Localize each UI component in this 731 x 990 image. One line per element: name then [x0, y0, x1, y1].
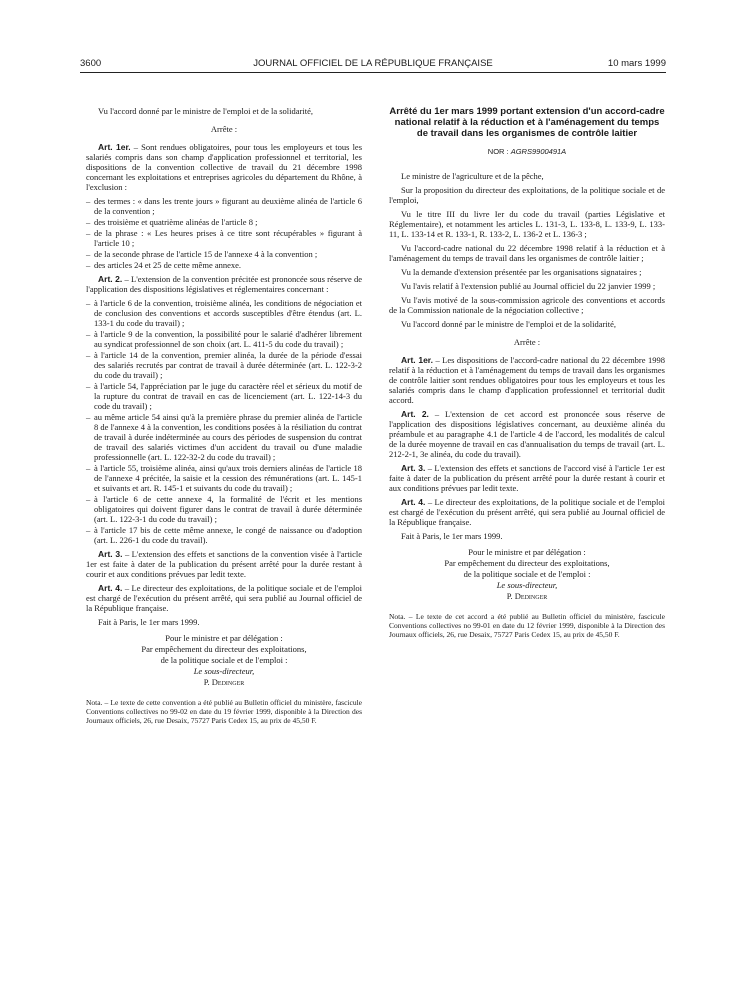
left-column — [86, 106, 362, 725]
signature-block — [86, 633, 362, 688]
article-4-text: – Le directeur des exploitations, de la politique sociale et de l'emploi est chargé de l'exécution du présent arrêté, qui sera publié au Journal officiel de la République française. — [389, 497, 666, 527]
list-item: – des troisième et quatrième alinéas de l'article 8 ; — [86, 217, 362, 227]
article-2 — [389, 409, 665, 459]
article-1-text: – Les dispositions de l'accord-cadre national du 22 décembre 1998 relatif à la réduction et à l'aménagement du temps de travail dans les organismes de contrôle laitier sont rendues obligatoires pour tous les employeurs et tous les salariés compris dans le champ d'application professionnel et territorial dudit accord. — [389, 355, 665, 405]
article-3-label: Art. 3. — [401, 463, 426, 473]
list-item: – à l'article 17 bis de cette même annexe, le congé de naissance ou d'adoption (art. L. 226-1 du code du travail). — [86, 525, 362, 545]
article-1-exclusions — [86, 196, 362, 270]
article-1 — [86, 142, 362, 192]
article-2-text: – L'extension de la convention précitée est prononcée sous réserve de l'application des dispositions législatives et réglementaires concernant : — [86, 274, 362, 294]
list-item: – à l'article 55, troisième alinéa, ainsi qu'aux trois derniers alinéas de l'article 18 de l'annexe 4 précitée, la saisie et la cession des rémunérations (art. L. 145-1 et suivants et art. R. 145-1 et suivants du code du travail) ; — [86, 463, 362, 493]
article-2-reservations — [86, 298, 362, 545]
issue-date: 10 mars 1999 — [607, 58, 666, 69]
nor-reference — [389, 147, 665, 157]
signatory-title: Le sous-directeur, — [496, 580, 558, 590]
article-4 — [86, 583, 362, 613]
signing-place-date: Fait à Paris, le 1er mars 1999. — [98, 617, 200, 627]
signature-block — [389, 547, 665, 602]
article-2-text: – L'extension de cet accord est prononcée sous réserve de l'application des dispositions législatives concernant, au deuxième alinéa du préambule et au paragraphe 4.1 de l'article 4 de l'accord, les modalités de calcul de la durée moyenne de travail en cas d'annualisation du temps de travail (art. L. 212-2-1, 3e alinéa, du code du travail). — [389, 409, 665, 459]
signature-line: Par empêchement du directeur des exploitations, — [141, 644, 307, 654]
article-1-label: Art. 1er. — [401, 355, 433, 365]
signatory-title: Le sous-directeur, — [193, 666, 255, 676]
signatory-name: P. Dedinger — [506, 591, 548, 601]
publication-note: Nota. – Le texte de cette convention a été publié au Bulletin officiel du ministère, fascicule Conventions collectives no 99-02 en date du 19 février 1999, disponible à la Direction des Journaux officiels, 26, rue Desaix, 75727 Paris Cedex 15, au prix de 45,50 F. — [86, 698, 362, 725]
article-4-text: – Le directeur des exploitations, de la politique sociale et de l'emploi est chargé de l'exécution du présent arrêté, qui sera publié au Journal officiel de la République française. — [86, 583, 363, 613]
list-item: – de la phrase : « Les heures prises à ce titre sont récupérables » figurant à l'article 10 ; — [86, 228, 362, 248]
article-1 — [389, 355, 665, 405]
visa-paragraph: Vu l'accord-cadre national du 22 décembre 1998 relatif à la réduction et à l'aménagement du temps de travail dans les organismes de contrôle laitier ; — [389, 243, 665, 263]
list-item: – des termes : « dans les trente jours » figurant au deuxième alinéa de l'article 6 de la convention ; — [86, 196, 362, 216]
visa-paragraph: Sur la proposition du directeur des exploitations, de la politique sociale et de l'emploi, — [389, 185, 665, 205]
signature-line: de la politique sociale et de l'emploi : — [160, 655, 288, 665]
publication-note: Nota. – Le texte de cet accord a été publié au Bulletin officiel du ministère, fascicule Conventions collectives no 99-01 en date du 12 février 1999, disponible à la Direction des Journaux officiels, 26, rue Desaix, 75727 Paris Cedex 15, au prix de 45,50 F. — [389, 612, 665, 639]
visa-paragraph: Vu l'accord donné par le ministre de l'emploi et de la solidarité, — [98, 106, 313, 116]
article-4-label: Art. 4. — [401, 497, 426, 507]
signature-line: Pour le ministre et par délégation : — [165, 633, 283, 643]
article-2-label: Art. 2. — [98, 274, 123, 284]
list-item: – des articles 24 et 25 de cette même annexe. — [86, 260, 362, 270]
article-3-label: Art. 3. — [98, 549, 123, 559]
article-3-text: – L'extension des effets et sanctions de l'accord visé à l'article 1er est faite à dater de la publication du présent arrêté pour la durée restant à courir et aux conditions prévues par ledit texte. — [389, 463, 665, 493]
article-3 — [389, 463, 665, 493]
nor-value: AGRS9900491A — [510, 147, 567, 156]
signature-line: Pour le ministre et par délégation : — [468, 547, 586, 557]
visa-paragraph: Vu l'accord donné par le ministre de l'emploi et de la solidarité, — [401, 319, 616, 329]
list-item: – à l'article 6 de la convention, troisième alinéa, les conditions de négociation et de conclusion des conventions et accords susceptibles d'être étendus (art. L. 133-1 du code du travail) ; — [86, 298, 362, 328]
list-item: – à l'article 6 de cette annexe 4, la formalité de l'écrit et les mentions obligatoires qui doivent figurer dans le contrat de travail à durée déterminée (art. L. 122-3-1 du code du travail) ; — [86, 494, 362, 524]
article-3-text: – L'extension des effets et sanctions de la convention visée à l'article 1er est faite à dater de la publication du présent arrêté pour la durée restant à courir et aux conditions prévues par ledit texte. — [86, 549, 362, 579]
right-column — [389, 106, 665, 639]
list-item: – au même article 54 ainsi qu'à la première phrase du premier alinéa de l'article 8 de l'annexe 4 à la convention, les conditions posées à la résiliation du contrat de travail à durée indéterminée au cours des périodes de suspension du contrat de travail des salariés victimes d'un accident du travail ou d'une maladie professionnelle (art. L. 122-32-2 du code du travail) ; — [86, 412, 362, 462]
minister-line: Le ministre de l'agriculture et de la pêche, — [401, 171, 544, 181]
arrete-heading: Arrête : — [513, 337, 541, 347]
arrete-heading: Arrête : — [210, 124, 238, 134]
list-item: – à l'article 14 de la convention, premier alinéa, la durée de la période d'essai des salariés recrutés par contrat de travail à durée déterminée (art. L. 122-3-2 du code du travail) ; — [86, 350, 362, 380]
list-item: – de la seconde phrase de l'article 15 de l'annexe 4 à la convention ; — [86, 249, 362, 259]
article-1-text: – Sont rendues obligatoires, pour tous les employeurs et tous les salariés compris dans son champ d'application professionnel et territorial, les dispositions de la convention collective de travail du 21 décembre 1998 concernant les exploitations et entreprises agricoles du département du Rhône, à l'exclusion : — [86, 142, 363, 192]
article-2-label: Art. 2. — [401, 409, 429, 419]
article-1-label: Art. 1er. — [98, 142, 131, 152]
journal-title: JOURNAL OFFICIEL DE LA RÉPUBLIQUE FRANÇAISE — [253, 58, 493, 69]
signatory-name: P. Dedinger — [203, 677, 245, 687]
visa-paragraph: Vu le titre III du livre Ier du code du travail (parties Législative et Réglementaire), et notamment les articles L. 131-3, L. 133-8, L. 133-9, L. 133-11, L. 133-14 et R. 133-1, R. 133-2, L. 136-2 et L. 136-3 ; — [389, 209, 665, 239]
visa-paragraph: Vu la demande d'extension présentée par les organisations signataires ; — [401, 267, 642, 277]
article-2 — [86, 274, 362, 294]
visa-paragraph: Vu l'avis motivé de la sous-commission agricole des conventions et accords de la Commission nationale de la négociation collective ; — [389, 295, 665, 315]
list-item: – à l'article 9 de la convention, la possibilité pour le salarié d'adhérer librement au syndicat professionnel de son choix (art. L. 411-5 du code du travail) ; — [86, 329, 362, 349]
article-4 — [389, 497, 665, 527]
signature-line: Par empêchement du directeur des exploitations, — [444, 558, 610, 568]
signing-place-date: Fait à Paris, le 1er mars 1999. — [401, 531, 503, 541]
page-number: 3600 — [80, 58, 102, 69]
nor-label: NOR : — [487, 147, 511, 156]
article-3 — [86, 549, 362, 579]
decree-title: Arrêté du 1er mars 1999 portant extension d'un accord-cadre national relatif à la réduction et à l'aménagement du temps de travail dans les organismes de contrôle laitier — [389, 106, 665, 139]
signature-line: de la politique sociale et de l'emploi : — [463, 569, 591, 579]
page-header — [80, 56, 666, 73]
article-4-label: Art. 4. — [98, 583, 123, 593]
visa-paragraph: Vu l'avis relatif à l'extension publié au Journal officiel du 22 janvier 1999 ; — [401, 281, 656, 291]
list-item: – à l'article 54, l'appréciation par le juge du caractère réel et sérieux du motif de la rupture du contrat de travail en cas de licenciement (art. L. 122-14-3 du code du travail) ; — [86, 381, 362, 411]
